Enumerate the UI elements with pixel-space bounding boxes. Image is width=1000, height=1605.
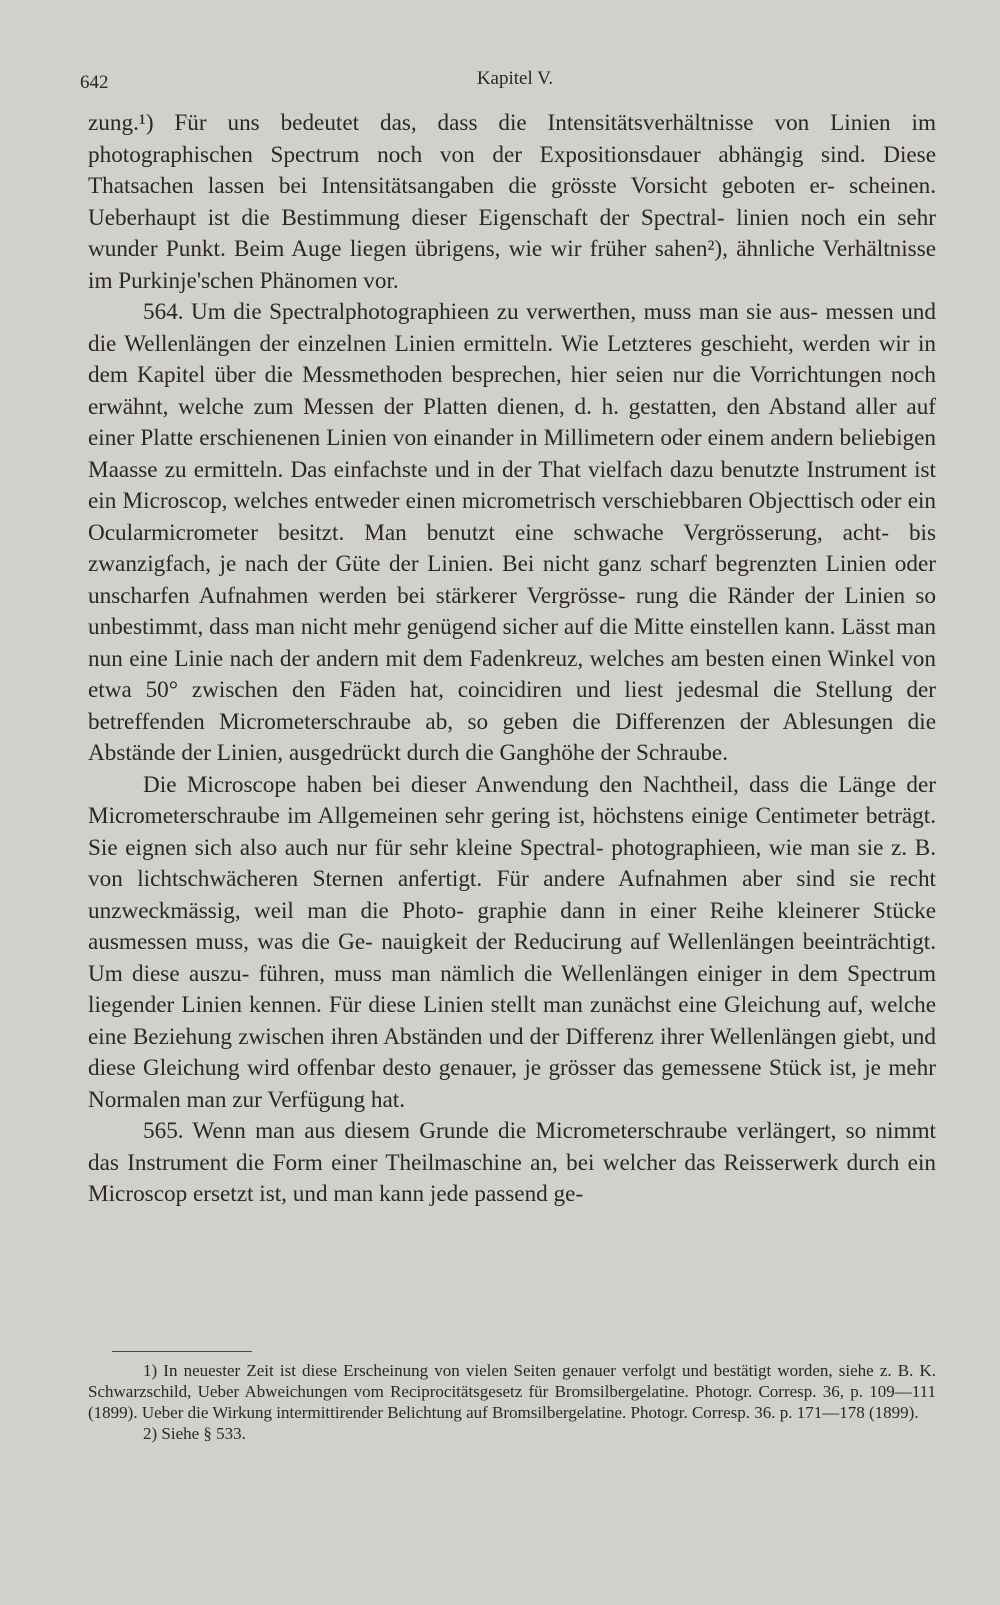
page-number: 642 — [80, 72, 109, 93]
text-line: dienen, d. h. gestatten, den Abstand aller auf einer Platte erschienenen Linien — [88, 393, 937, 451]
text-line: Linien kennen. Für diese Linien stellt man zunächst eine Gleichung auf, — [181, 992, 864, 1018]
text-line: Reisserwerk durch ein Microscop ersetzt ist, und man kann jede passend ge- — [88, 1149, 937, 1207]
text-line: geschieht, werden wir in dem Kapitel über die Messmethoden besprechen, hier — [88, 330, 936, 388]
paragraph-565 — [88, 1116, 936, 1211]
text-line: mit dem Fadenkreuz, welches am besten einen Winkel von etwa 50° zwischen — [88, 645, 936, 703]
text-line: linien noch ein sehr wunder Punkt. Beim Auge liegen übrigens, wie wir früher — [88, 204, 936, 262]
text-line: Das einfachste und in der That vielfach dazu benutzte Instrument ist ein — [88, 456, 936, 514]
text-line: oder ein Ocularmicrometer besitzt. Man benutzt eine schwache Vergrösserung, — [88, 488, 937, 546]
footnote-2: 2) Siehe § 533. — [143, 1424, 246, 1443]
text-line: der Linien, ausgedrückt durch die Ganghöhe der Schraube. — [181, 740, 729, 766]
text-line: rung die Ränder der Linien so unbestimmt, dass man nicht mehr genügend sicher — [88, 582, 937, 640]
text-line: messen und die Wellenlängen der einzelnen Linien ermitteln. Wie Letzteres — [88, 299, 936, 357]
text-line: zung.¹) Für uns bedeutet das, dass die Intensitätsverhältnisse von Linien im — [88, 110, 936, 136]
text-line: begrenzten Linien oder unscharfen Aufnahmen werden bei stärkerer Vergrösse- — [88, 551, 936, 609]
paragraph-564 — [88, 297, 936, 770]
text-line: 564. Um die Spectralphotographieen zu verwerthen, muss man sie aus- — [143, 299, 819, 325]
text-line: scheinen. Ueberhaupt ist die Bestimmung dieser Eigenschaft der Spectral- — [88, 173, 936, 231]
footnote-divider — [112, 1351, 252, 1352]
footnote-1: 1) In neuester Zeit ist diese Erscheinung von vielen Seiten genauer verfolgt und bestätigt worden, siehe z. B. K. Schwarzschild, Ueber Abweichungen vom Reciprocitätsgesetz für Bromsilbergelatine. Photogr. Corresp. 36, p. 109—111 (1899). Ueber die Wirkung intermittirender Belichtung auf Bromsilbergelatine. Photogr. Corresp. 36. p. 171—178 (1899). — [88, 1361, 936, 1422]
text-line: von einander in Millimetern oder einem andern beliebigen Maasse zu ermitteln. — [88, 425, 937, 483]
paragraph-microscope — [88, 770, 936, 1117]
running-head: Kapitel V. — [476, 68, 554, 89]
footnotes — [88, 1360, 936, 1444]
page-header — [80, 68, 950, 98]
text-line: nauigkeit der Reducirung auf Wellenlängen beeinträchtigt. Um diese auszu- — [88, 929, 937, 987]
text-line: auf die Mitte einstellen kann. Lässt man nun eine Linie nach der andern — [88, 614, 937, 672]
paragraph-continuation — [88, 108, 936, 297]
text-line: den Fäden hat, coincidiren und liest jedesmal die Stellung der betreffenden — [88, 677, 937, 735]
text-line: Die Microscope haben bei dieser Anwendung den Nachtheil, dass die — [143, 771, 828, 798]
text-line: Wellenlängen giebt, und diese Gleichung wird offenbar desto genauer, je grösser — [88, 1023, 936, 1081]
text-line: Micrometerschraube ab, so geben die Differenzen der Ablesungen die Abstände — [88, 708, 936, 766]
text-line: acht- bis zwanzigfach, je nach der Güte der Linien. Bei nicht ganz scharf — [88, 519, 937, 577]
text-line: so nimmt das Instrument die Form einer Theilmaschine an, bei welcher das — [88, 1118, 936, 1176]
text-line: das gemessene Stück ist, je mehr Normalen man zur Verfügung hat. — [88, 1055, 936, 1113]
body-text — [88, 108, 936, 1211]
text-line: Länge der Micrometerschraube im Allgemeinen sehr gering ist, höchstens einige — [88, 771, 937, 829]
text-line: andere Aufnahmen aber sind sie recht unzweckmässig, weil man die Photo- — [88, 866, 936, 924]
text-line: Thatsachen lassen bei Intensitätsangaben die grösste Vorsicht geboten er- — [88, 173, 835, 199]
text-line: Microscop, welches entweder einen micrometrisch verschiebbaren Objecttisch — [122, 488, 855, 514]
text-line: seien nur die Vorrichtungen noch erwähnt, welche zum Messen der Platten — [88, 362, 937, 420]
text-line: Centimeter beträgt. Sie eignen sich also auch nur für sehr kleine Spectral- — [88, 803, 936, 861]
text-line: graphie dann in einer Reihe kleinerer Stücke ausmessen muss, was die Ge- — [88, 897, 937, 955]
text-line: sahen²), ähnliche Verhältnisse im Purkinje'schen Phänomen vor. — [88, 236, 937, 294]
text-line: photographischen Spectrum noch von der Expositionsdauer abhängig sind. Diese — [88, 141, 936, 168]
text-line: führen, muss man nämlich die Wellenlängen einiger in dem Spectrum liegender — [88, 960, 936, 1018]
text-line: 565. Wenn man aus diesem Grunde die Micrometerschraube verlängert, — [143, 1118, 837, 1144]
text-line: photographieen, wie man sie z. B. von lichtschwächeren Sternen anfertigt. Für — [88, 834, 936, 892]
text-line: welche eine Beziehung zwischen ihren Abständen und der Differenz ihrer — [88, 992, 937, 1050]
